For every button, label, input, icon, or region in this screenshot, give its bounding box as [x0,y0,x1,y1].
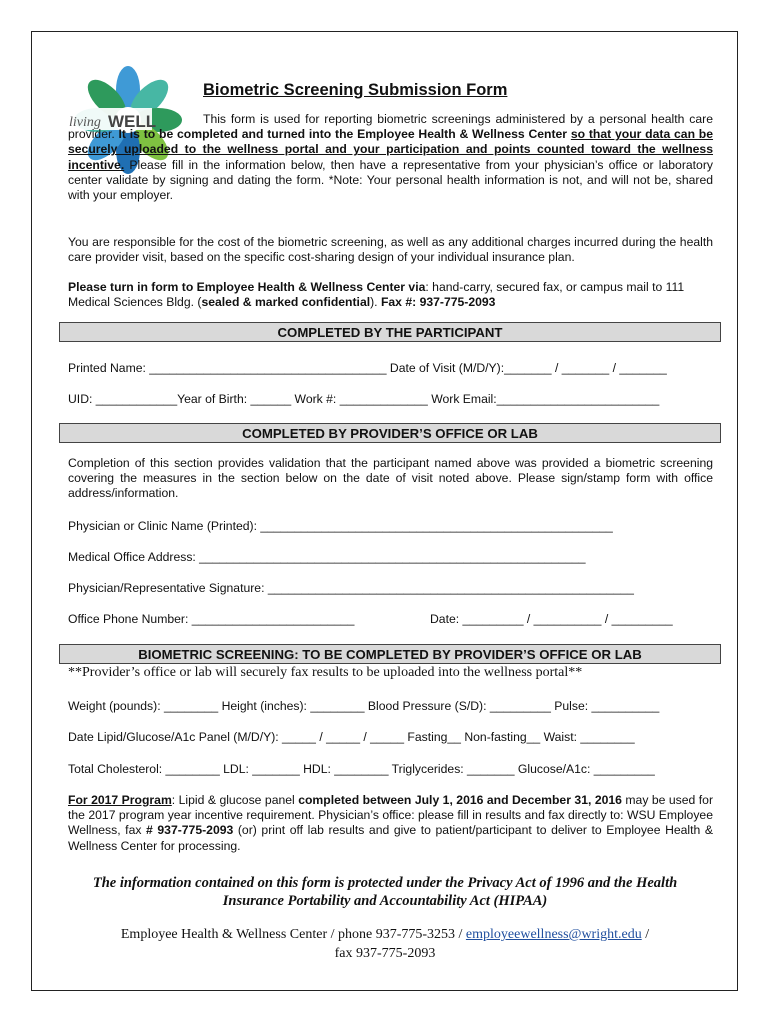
logo-well-text: WELL [108,112,157,131]
turn-in-end: ). [370,295,381,310]
program-text-a: : Lipid & glucose panel [171,793,299,807]
form-title: Biometric Screening Submission Form [203,81,508,99]
office-address-field[interactable]: Medical Office Address: _________________________________________________________ [68,550,586,564]
weight-height-row[interactable]: Weight (pounds): ________ Height (inches): ________ Blood Pressure (S/D): _________ Pulse: __________ [68,699,660,713]
logo-living-text: living [69,115,101,130]
biometric-heading: BIOMETRIC SCREENING: TO BE COMPLETED BY PROVIDER’S OFFICE OR LAB [59,644,721,664]
office-phone-field[interactable]: Office Phone Number: ________________________ [68,612,355,626]
participant-name-date-row[interactable]: Printed Name: ___________________________________ Date of Visit (M/D/Y):_______ / _______ / _______ [68,361,667,375]
turn-in-rest: : hand-carry, secured fax, or campus mail to 111 Medical Sciences Bldg. ( [68,280,685,310]
participant-uid-row[interactable]: UID: ____________Year of Birth: ______ Work #: _____________ Work Email:________________________ [68,392,660,406]
contact-line [70,926,700,944]
program-text-c: may be used for the 2017 program year incentive requirement. Physician’s office: please fill in results and fax directly to: WSU Employee Wellness, fax [68,793,714,838]
turn-in-sealed: sealed & marked confidential [201,295,371,310]
signature-field[interactable]: Physician/Representative Signature: ______________________________________________________ [68,581,634,595]
cost-paragraph: You are responsible for the cost of the biometric screening, as well as any additional charges incurred during the health care provider visit, based on the specific cost-sharing design of your individual insurance plan. [68,235,713,265]
cholesterol-row[interactable]: Total Cholesterol: ________ LDL: _______ HDL: ________ Triglycerides: _______ Glucose/A1c: _________ [68,762,655,776]
intro-paragraph [68,112,713,203]
intro-text-b: It is to be completed and turned into the Employee Health & Wellness Center [118,127,568,142]
turn-in-bold: Please turn in form to Employee Health & Wellness Center via [68,280,426,294]
intro-text-a: This form is used for reporting biometric screenings administered by a personal health care provider. [68,112,713,142]
program-text-d: (or) print off lab results and give to patient/participant to deliver to Employee Health & Wellness Center for processing. [68,823,714,853]
email-link[interactable]: employeewellness@wright.edu [465,927,642,942]
provider-heading: COMPLETED BY PROVIDER’S OFFICE OR LAB [59,423,721,443]
fax-number: Fax #: 937-775-2093 [380,295,496,310]
provider-date-field[interactable]: Date: _________ / __________ / _________ [430,612,673,626]
turn-in-paragraph [68,280,713,310]
program-paragraph [68,793,713,854]
contact-suffix: / [641,927,650,942]
lipid-panel-row[interactable]: Date Lipid/Glucose/A1c Panel (M/D/Y): _____ / _____ / _____ Fasting__ Non-fasting__ Waist: ________ [68,730,635,744]
contact-prefix: Employee Health & Wellness Center / phone 937-775-3253 / [120,927,466,942]
contact-fax: fax 937-775-2093 [334,946,436,961]
intro-text-d: Please fill in the information below, then have a representative from your physician’s office or laboratory center validate by signing and dating the form. *Note: Your personal health information is not, and will not be, shared with your employer. [68,157,713,203]
intro-text-c: so that your data can be securely uploaded to the wellness portal and your participation and points counted toward the wellness incentive. [68,127,714,172]
provider-description: Completion of this section provides validation that the participant named above was provided a biometric screening covering the measures in the section below on the date of visit noted above. Please sign/stamp form with office address/information. [68,456,713,501]
fax-note: **Provider’s office or lab will securely fax results to be uploaded into the wellness portal** [68,665,583,680]
program-dates: completed between July 1, 2016 and December 31, 2016 [298,793,622,807]
program-label: For 2017 Program [68,793,172,807]
privacy-notice: The information contained on this form is protected under the Privacy Act of 1996 and the Health Insurance Portability and Accountability Act (HIPAA) [92,875,678,909]
physician-name-field[interactable]: Physician or Clinic Name (Printed): ____________________________________________________ [68,519,613,533]
participant-heading: COMPLETED BY THE PARTICIPANT [59,322,721,342]
program-fax: # 937-775-2093 [146,823,234,838]
